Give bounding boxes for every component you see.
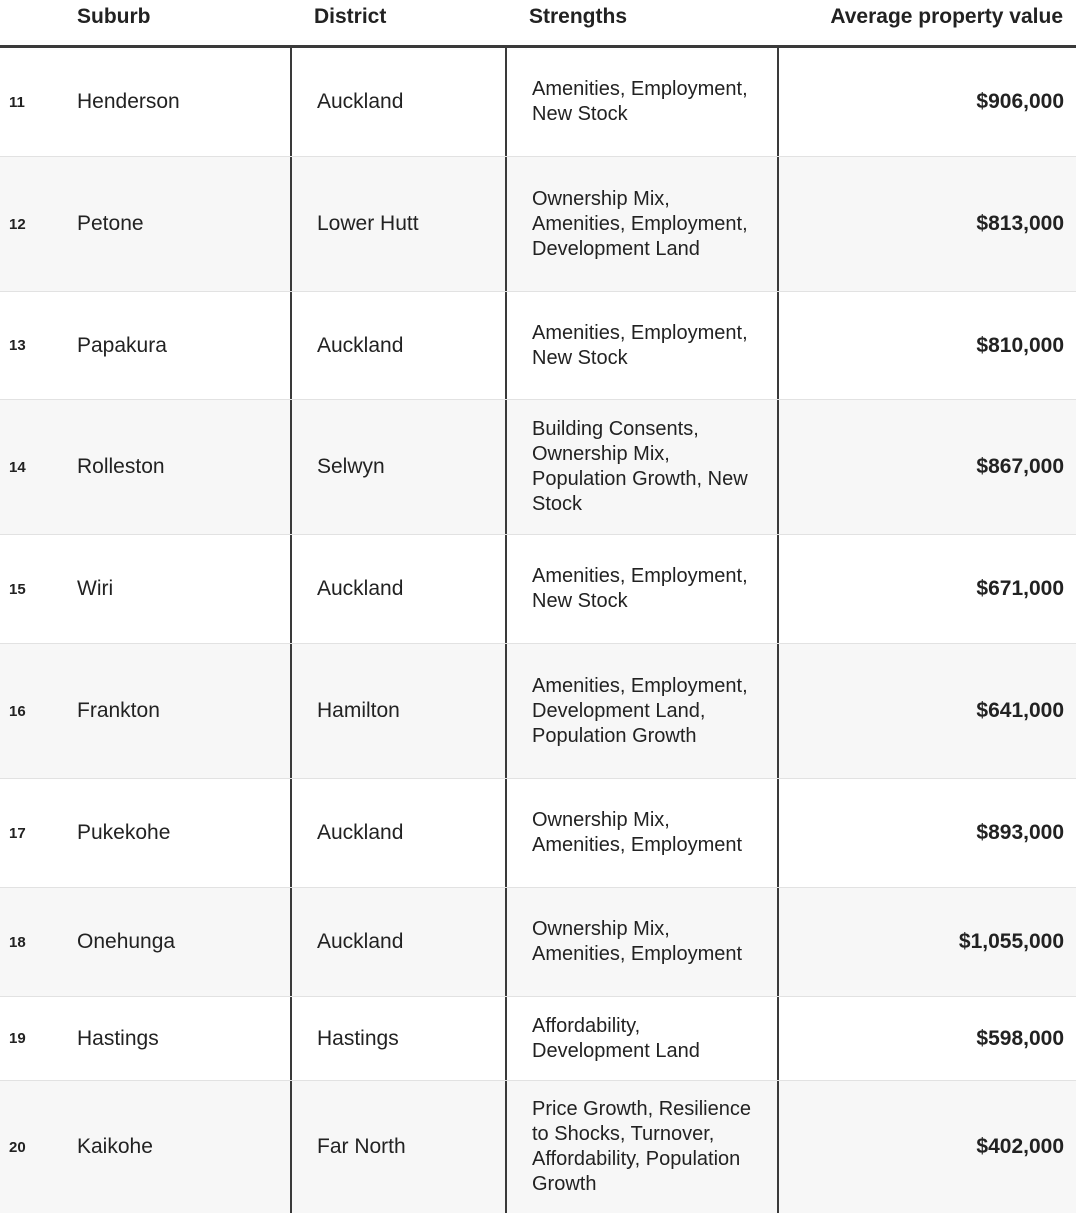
district-cell: Hamilton: [290, 644, 506, 778]
district-cell: Far North: [290, 1081, 506, 1213]
rank-cell: 11: [9, 93, 25, 111]
value-cell: $598,000: [777, 997, 1076, 1080]
district-cell: Lower Hutt: [290, 157, 506, 291]
rank-cell: 17: [9, 824, 26, 842]
strengths-cell: Amenities, Employment, New Stock: [505, 292, 778, 399]
rank-cell: 13: [9, 337, 26, 354]
rank-cell: 19: [9, 1030, 26, 1047]
district-cell: Selwyn: [290, 400, 506, 534]
district-cell: Auckland: [290, 535, 506, 643]
district-cell: Auckland: [290, 888, 506, 996]
table-row: [0, 779, 1076, 888]
header-average-property-value: Average property value: [830, 5, 1063, 28]
header-district: District: [314, 5, 387, 28]
table-body: [0, 48, 1076, 1213]
suburb-cell: Onehunga: [77, 930, 176, 953]
suburb-cell: Pukekohe: [77, 821, 171, 844]
strengths-cell: Ownership Mix, Amenities, Employment: [505, 888, 778, 996]
strengths-cell: Amenities, Employment, New Stock: [505, 48, 778, 156]
value-cell: $1,055,000: [777, 888, 1076, 996]
strengths-cell: Amenities, Employment, Development Land, Population Growth: [505, 644, 778, 778]
district-cell: Auckland: [290, 779, 506, 887]
rank-cell: 20: [9, 1138, 26, 1156]
value-cell: $671,000: [777, 535, 1076, 643]
strengths-cell: Price Growth, Resilience to Shocks, Turnover, Affordability, Population Growth: [505, 1081, 778, 1213]
suburb-cell: Frankton: [77, 699, 160, 722]
rank-cell: 12: [9, 215, 26, 233]
strengths-cell: Amenities, Employment, New Stock: [505, 535, 778, 643]
value-cell: $813,000: [777, 157, 1076, 291]
table-row: [0, 997, 1076, 1081]
district-cell: Auckland: [290, 48, 506, 156]
suburb-cell: Kaikohe: [77, 1135, 153, 1158]
value-cell: $906,000: [777, 48, 1076, 156]
table-row: [0, 888, 1076, 997]
rank-cell: 16: [9, 702, 26, 720]
table-row: [0, 292, 1076, 400]
suburb-cell: Papakura: [77, 333, 167, 357]
table-header: [0, 0, 1076, 48]
header-strengths: Strengths: [529, 5, 628, 28]
strengths-cell: Building Consents, Ownership Mix, Population Growth, New Stock: [505, 400, 778, 534]
value-cell: $893,000: [777, 779, 1076, 887]
rank-cell: 14: [9, 458, 26, 476]
suburb-cell: Rolleston: [77, 455, 165, 478]
table-row: [0, 48, 1076, 157]
suburb-cell: Henderson: [77, 90, 180, 113]
strengths-cell: Affordability, Development Land: [505, 997, 778, 1080]
table-row: [0, 1081, 1076, 1213]
district-cell: Auckland: [290, 292, 506, 399]
value-cell: $402,000: [777, 1081, 1076, 1213]
value-cell: $867,000: [777, 400, 1076, 534]
suburb-cell: Wiri: [77, 577, 114, 600]
table-row: [0, 644, 1076, 779]
table-row: [0, 535, 1076, 644]
table-row: [0, 400, 1076, 535]
strengths-cell: Ownership Mix, Amenities, Employment: [505, 779, 778, 887]
district-cell: Hastings: [290, 997, 506, 1080]
rank-cell: 18: [9, 933, 26, 951]
header-suburb: Suburb: [77, 5, 151, 28]
strengths-cell: Ownership Mix, Amenities, Employment, Development Land: [505, 157, 778, 291]
rank-cell: 15: [9, 580, 26, 598]
suburb-cell: Hastings: [77, 1026, 159, 1050]
value-cell: $641,000: [777, 644, 1076, 778]
value-cell: $810,000: [777, 292, 1076, 399]
suburb-cell: Petone: [77, 212, 144, 235]
table-row: [0, 157, 1076, 292]
